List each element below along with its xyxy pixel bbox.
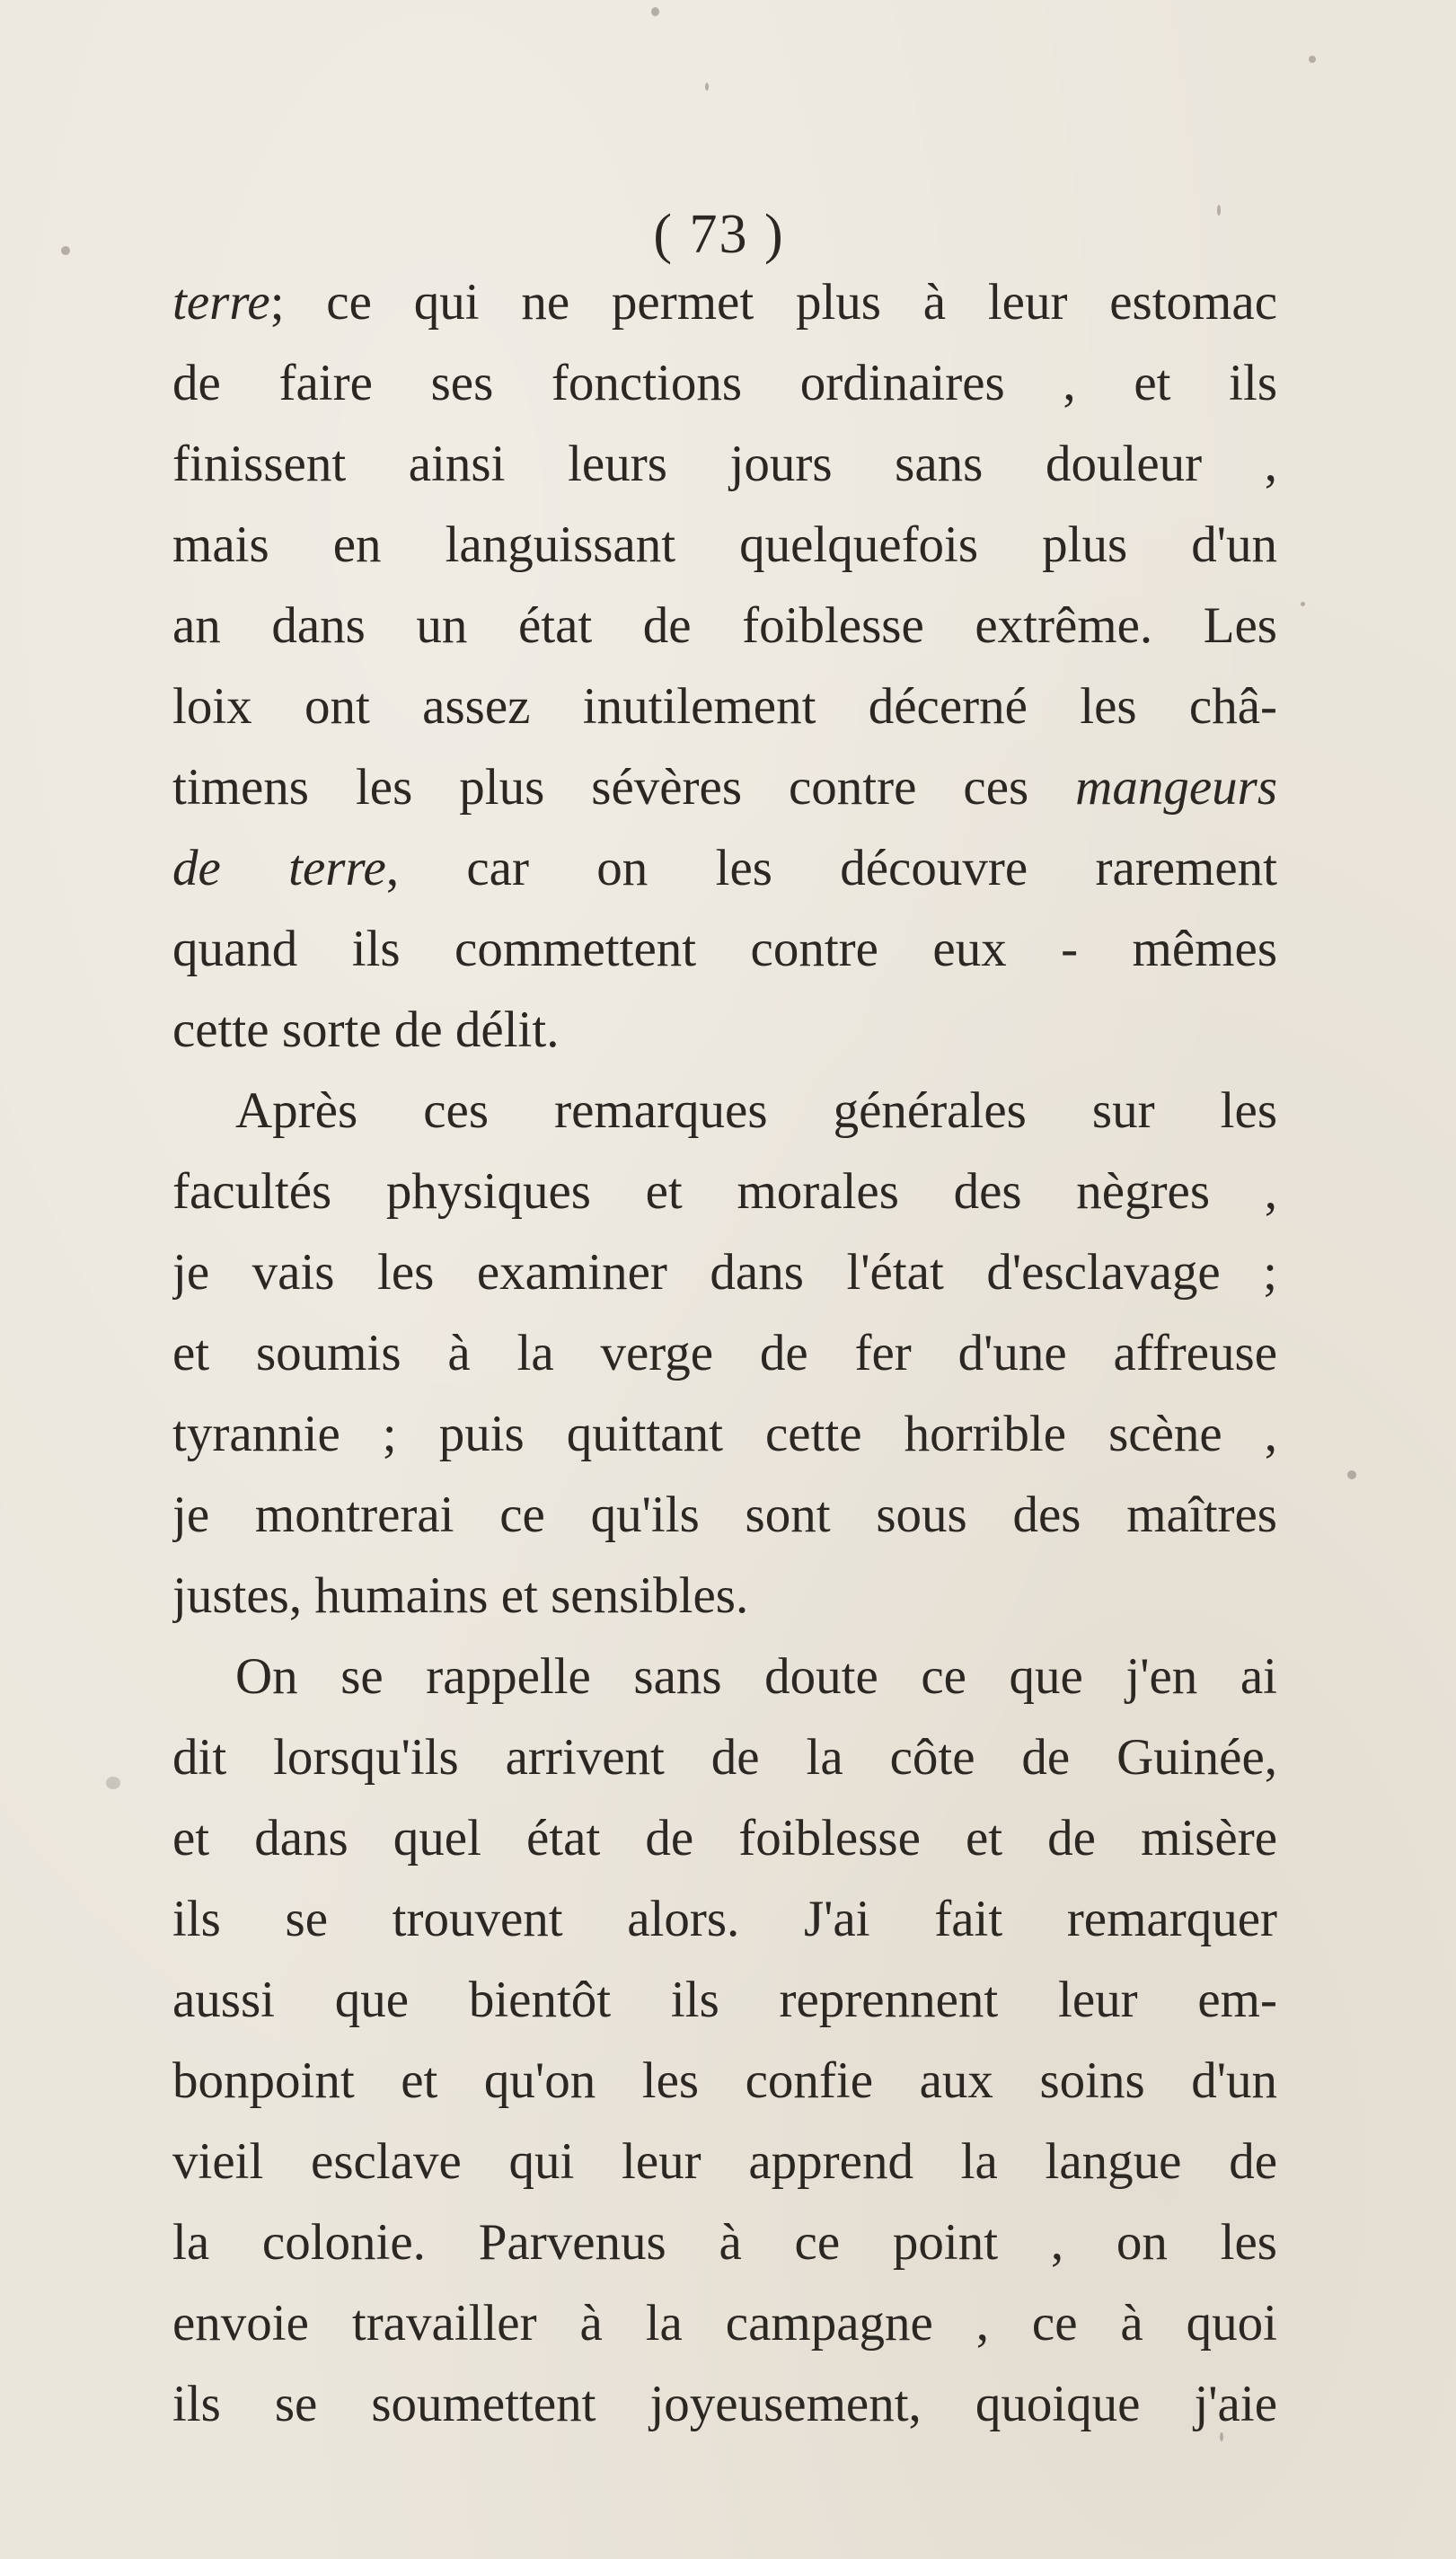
paper-speck [1301, 602, 1305, 606]
text-line: la colonie. Parvenus à ce point , on les [172, 2214, 1277, 2271]
paper-speck [651, 7, 659, 16]
text-line: timens les plus sévères contre ces mangeurs [172, 759, 1277, 816]
body-text [172, 262, 1277, 2445]
text-line: de terre, car on les découvre rarement [172, 840, 1277, 896]
page-number: ( 73 ) [653, 204, 785, 265]
text-line: On se rappelle sans doute ce que j'en ai [235, 1648, 1277, 1705]
text-line: aussi que bientôt ils reprennent leur em- [172, 1972, 1277, 2028]
text-line: envoie travailler à la campagne , ce à quoi [172, 2295, 1277, 2352]
text-line: justes, humains et sensibles. [172, 1567, 749, 1624]
paper-speck [705, 83, 709, 91]
text-line: je vais les examiner dans l'état d'esclavage ; [172, 1244, 1277, 1301]
text-line: terre; ce qui ne permet plus à leur estomac [172, 274, 1277, 331]
text-line: loix ont assez inutilement décerné les châ- [172, 678, 1277, 735]
text-line: tyrannie ; puis quittant cette horrible scène , [172, 1406, 1277, 1462]
text-line: de faire ses fonctions ordinaires , et ils [172, 355, 1277, 411]
text-line: facultés physiques et morales des nègres , [172, 1163, 1277, 1220]
text-line: ils se trouvent alors. J'ai fait remarquer [172, 1891, 1277, 1947]
text-line: et dans quel état de foiblesse et de misère [172, 1810, 1277, 1866]
paper-speck [1309, 56, 1316, 63]
paper-speck [1347, 1470, 1356, 1479]
italic-word: terre [172, 274, 270, 331]
text-line: finissent ainsi leurs jours sans douleur , [172, 436, 1277, 492]
text-line: cette sorte de délit. [172, 1002, 560, 1058]
text-line: ils se soumettent joyeusement, quoique j'aie [172, 2376, 1277, 2432]
text-line: quand ils commettent contre eux - mêmes [172, 921, 1277, 977]
italic-word: de terre [172, 840, 386, 896]
text-line: et soumis à la verge de fer d'une affreuse [172, 1325, 1277, 1381]
text-line: an dans un état de foiblesse extrême. Les [172, 597, 1277, 654]
text-line: vieil esclave qui leur apprend la langue de [172, 2133, 1277, 2190]
paper-speck [106, 1777, 120, 1789]
text-line: je montrerai ce qu'ils sont sous des maîtres [172, 1487, 1277, 1543]
text-line: dit lorsqu'ils arrivent de la côte de Guinée, [172, 1729, 1277, 1786]
text-line: Après ces remarques générales sur les [235, 1082, 1277, 1139]
text-line: mais en languissant quelquefois plus d'un [172, 516, 1277, 573]
text-line: bonpoint et qu'on les confie aux soins d'un [172, 2052, 1277, 2109]
italic-word: mangeurs [1075, 759, 1277, 816]
